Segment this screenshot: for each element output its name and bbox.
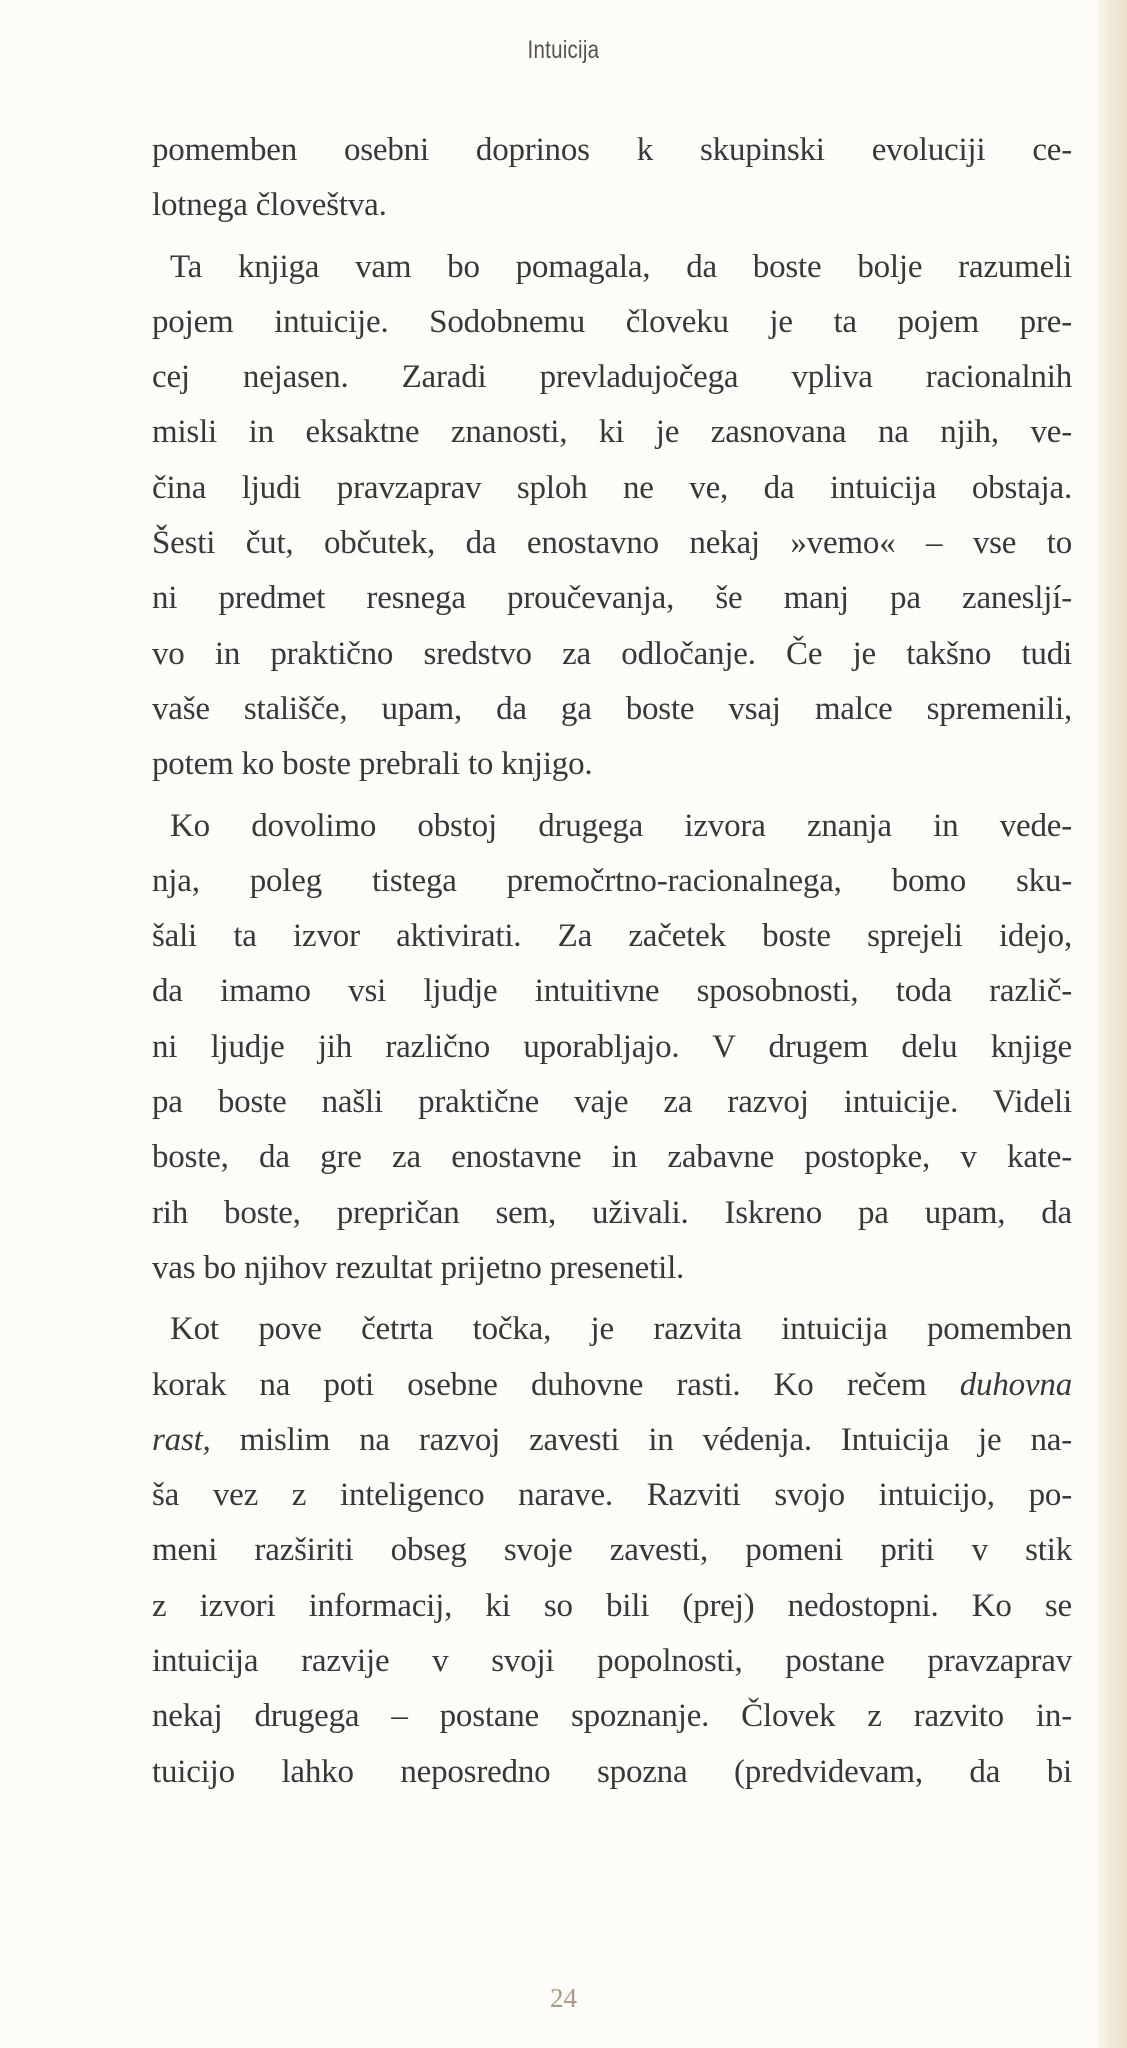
- text-line: lotnega človeštva.: [152, 187, 387, 224]
- paragraph-1: [152, 123, 1072, 234]
- page-edge-shadow: [1097, 0, 1127, 2048]
- text-line: [152, 1413, 1072, 1468]
- text-line: potem ko boste prebrali to knjigo.: [152, 746, 593, 783]
- text-line: boste, da gre za enostavne in zabavne postopke, v kate-: [152, 1139, 1072, 1176]
- text-line: tuicijo lahko neposredno spozna (predvidevam, da bi: [152, 1753, 1072, 1790]
- text-line: Šesti čut, občutek, da enostavno nekaj »vemo« – vse to: [152, 525, 1072, 562]
- text-line: cej nejasen. Zaradi prevladujočega vpliva racionalnih: [152, 359, 1072, 396]
- text-line: vas bo njihov rezultat prijetno presenetil.: [152, 1249, 685, 1286]
- text-line: Ko dovolimo obstoj drugega izvora znanja in vede-: [170, 807, 1072, 844]
- text-line: vo in praktično sredstvo za odločanje. Če je takšno tudi: [152, 635, 1072, 672]
- text-fragment: mislim na razvoj zavesti in védenja. Intuicija je na-: [210, 1421, 1072, 1458]
- running-header: Intuicija: [527, 36, 600, 64]
- text-line: vaše stališče, upam, da ga boste vsaj malce spremenili,: [152, 690, 1072, 727]
- text-line: šali ta izvor aktivirati. Za začetek boste sprejeli idejo,: [152, 918, 1072, 955]
- body-text: [152, 123, 1072, 1800]
- text-line: Kot pove četrta točka, je razvita intuicija pomemben: [170, 1311, 1072, 1348]
- text-line: pojem intuicije. Sodobnemu človeku je ta pojem pre-: [152, 303, 1072, 340]
- page-number: 24: [550, 1983, 577, 2013]
- italic-term: duhovna: [959, 1366, 1072, 1403]
- text-line: intuicija razvije v svoji popolnosti, postane pravzaprav: [152, 1643, 1072, 1680]
- text-fragment: korak na poti osebne duhovne rasti. Ko rečem: [152, 1366, 960, 1403]
- text-line: nja, poleg tistega premočrtno-racionalnega, bomo sku-: [152, 862, 1072, 899]
- text-line: z izvori informacij, ki so bili (prej) nedostopni. Ko se: [152, 1587, 1072, 1624]
- text-line: [152, 1358, 1072, 1413]
- text-line: ni predmet resnega proučevanja, še manj pa zanesljí-: [152, 580, 1072, 617]
- text-line: meni razširiti obseg svoje zavesti, pomeni priti v stik: [152, 1532, 1072, 1569]
- text-line: pomemben osebni doprinos k skupinski evoluciji ce-: [152, 132, 1072, 168]
- text-line: da imamo vsi ljudje intuitivne sposobnosti, toda različ-: [152, 973, 1072, 1010]
- paragraph-2: [152, 240, 1072, 793]
- text-line: nekaj drugega – postane spoznanje. Človek z razvito in-: [152, 1698, 1072, 1735]
- text-line: čina ljudi pravzaprav sploh ne ve, da intuicija obstaja.: [152, 469, 1072, 506]
- italic-term: rast,: [152, 1421, 211, 1458]
- text-line: misli in eksaktne znanosti, ki je zasnovana na njih, ve-: [152, 414, 1072, 451]
- paragraph-3: [152, 799, 1072, 1297]
- text-line: pa boste našli praktične vaje za razvoj intuicije. Videli: [152, 1084, 1072, 1121]
- text-line: rih boste, prepričan sem, uživali. Iskreno pa upam, da: [152, 1194, 1072, 1231]
- text-line: ša vez z inteligenco narave. Razviti svojo intuicijo, po-: [152, 1477, 1072, 1514]
- paragraph-4: [152, 1302, 1072, 1800]
- text-line: Ta knjiga vam bo pomagala, da boste bolje razumeli: [170, 248, 1072, 285]
- text-line: ni ljudje jih različno uporabljajo. V drugem delu knjige: [152, 1028, 1072, 1065]
